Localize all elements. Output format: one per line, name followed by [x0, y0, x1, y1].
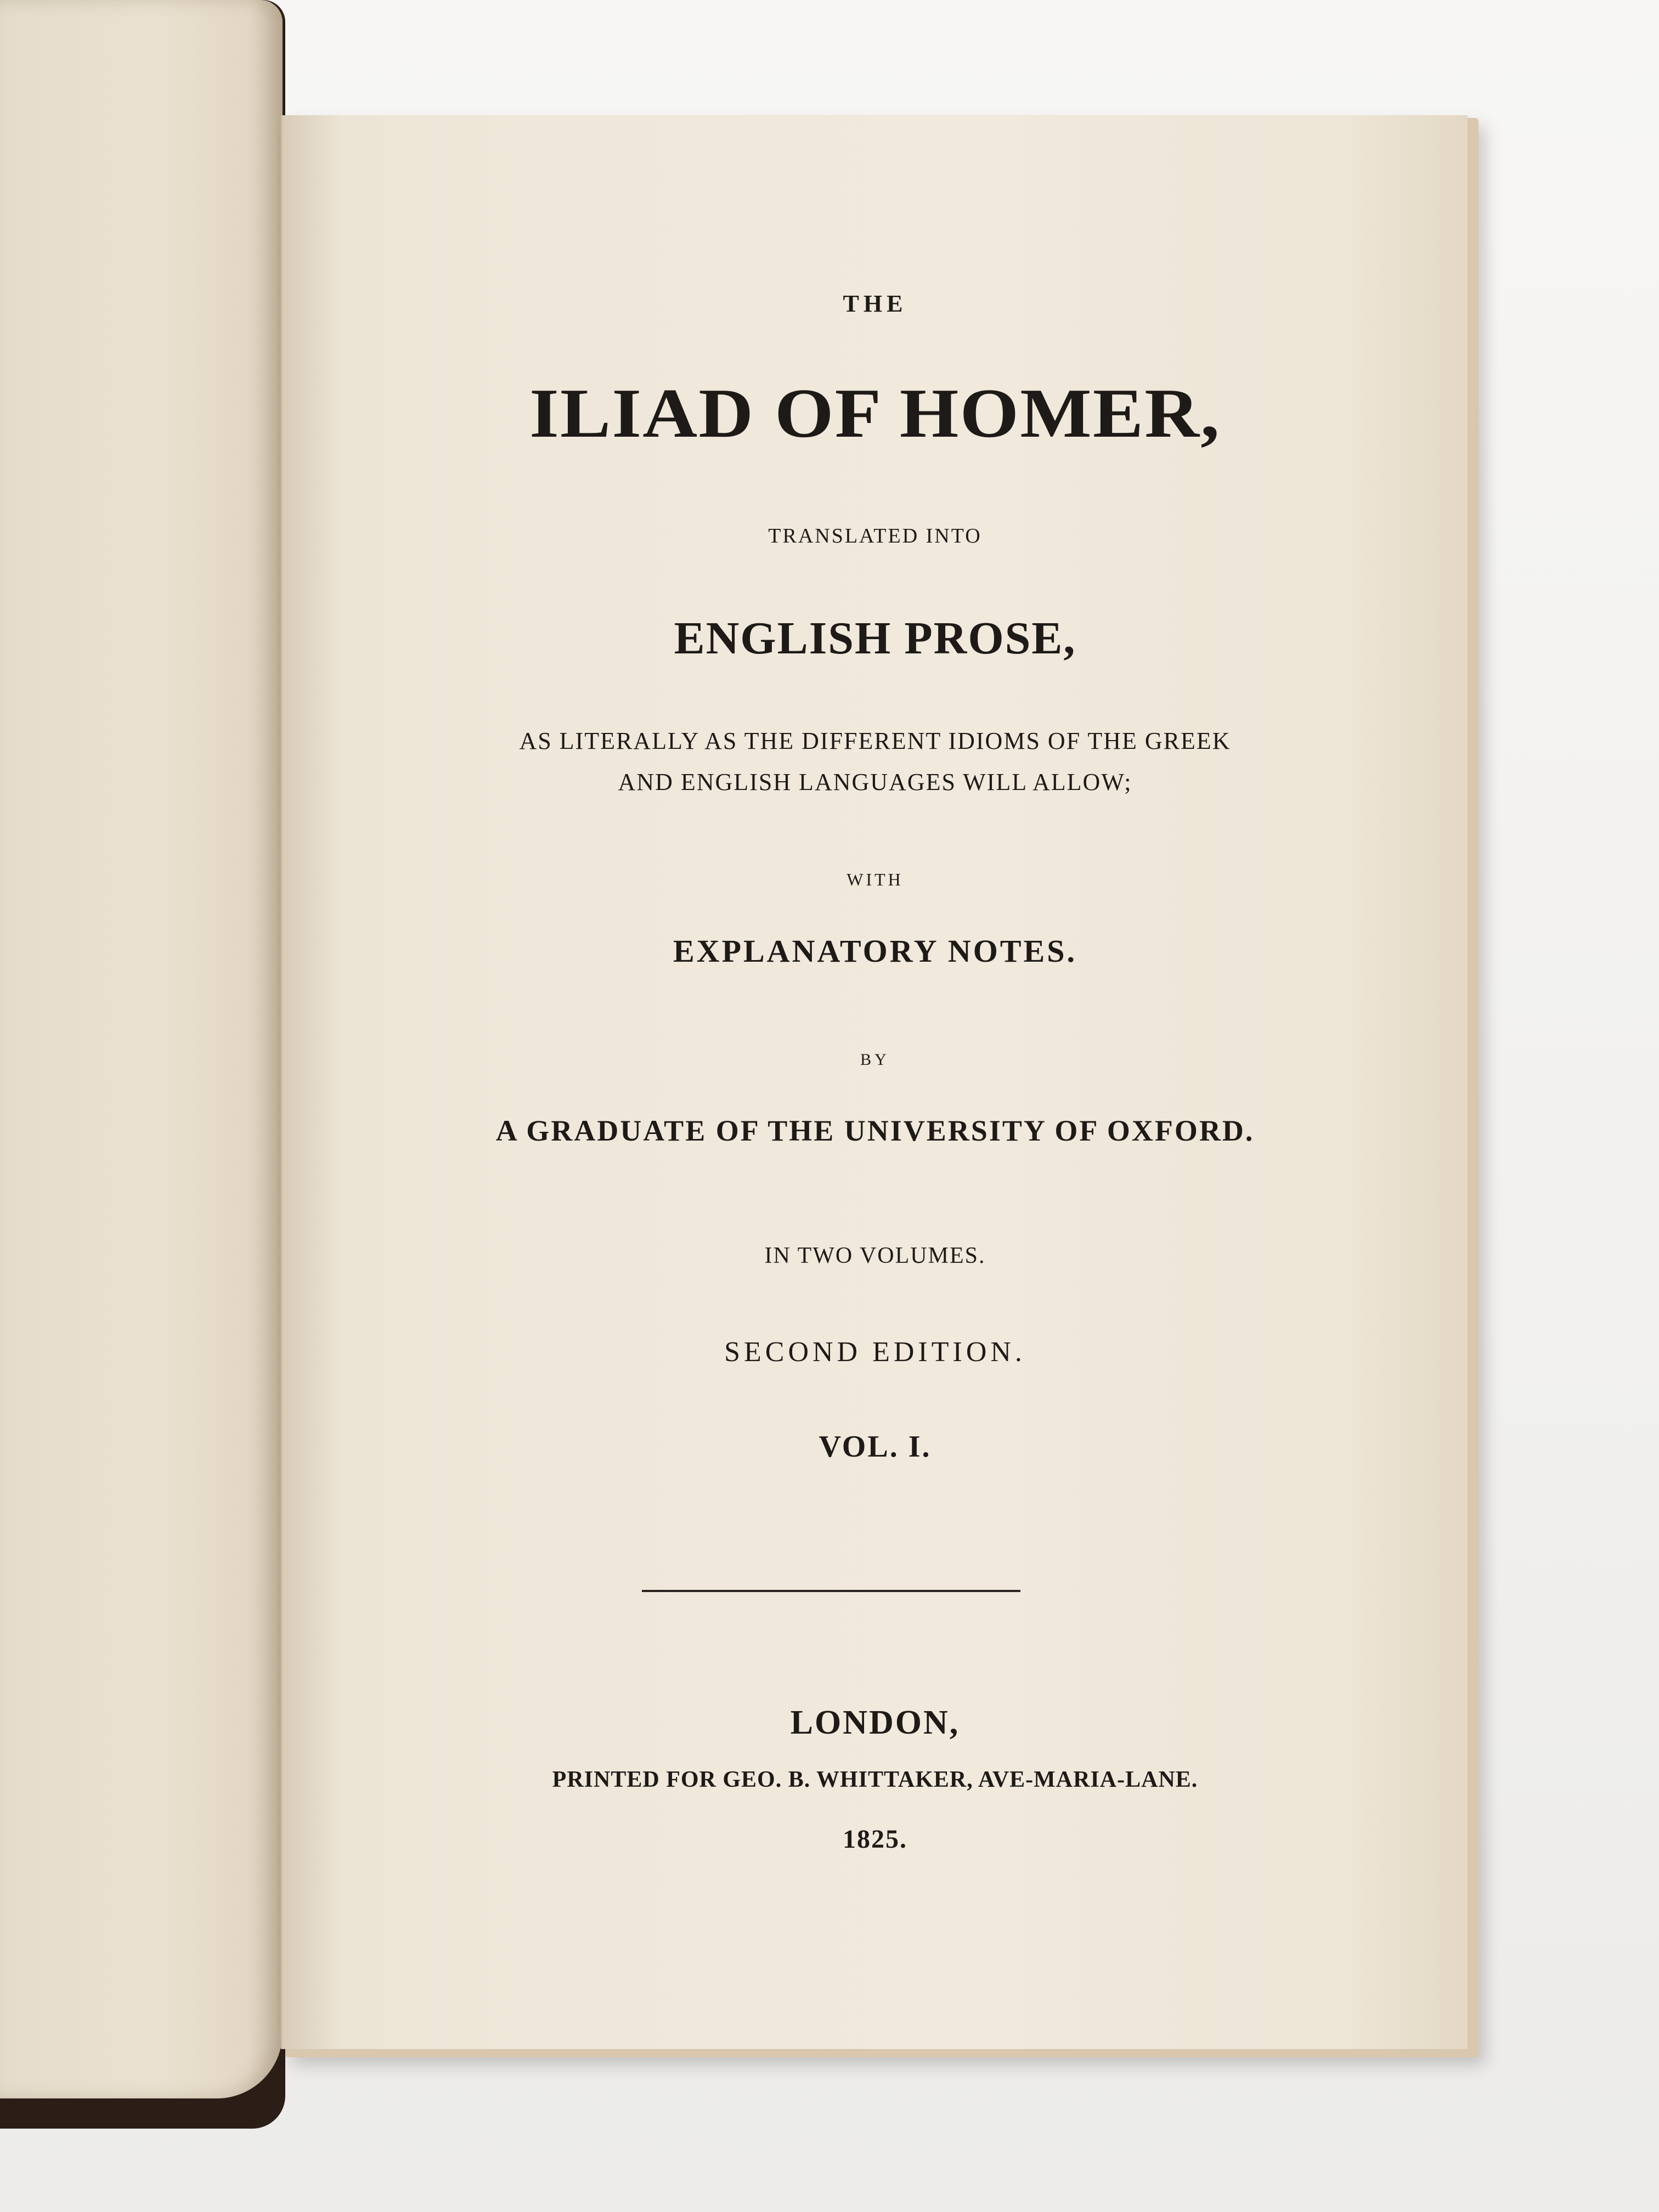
imprint-place: LONDON, — [790, 1704, 960, 1741]
explanatory-notes-heading: EXPLANATORY NOTES. — [673, 933, 1077, 969]
title-article: THE — [843, 290, 907, 317]
divider-rule — [642, 1590, 1020, 1592]
translation-note-line-2: AND ENGLISH LANGUAGES WILL ALLOW; — [618, 769, 1132, 795]
volumes-line: IN TWO VOLUMES. — [764, 1243, 986, 1268]
by-label: BY — [860, 1051, 890, 1069]
volume-number: VOL. I. — [819, 1430, 932, 1464]
with-label: WITH — [847, 870, 904, 889]
title-page — [281, 115, 1468, 2049]
translation-note-line-1: AS LITERALLY AS THE DIFFERENT IDIOMS OF THE GREEK — [519, 727, 1231, 754]
book-title: ILIAD OF HOMER, — [529, 374, 1221, 452]
translated-into-label: TRANSLATED INTO — [768, 524, 982, 548]
edition-line: SECOND EDITION. — [724, 1336, 1026, 1368]
english-prose-heading: ENGLISH PROSE, — [674, 613, 1076, 664]
author-line: A GRADUATE OF THE UNIVERSITY OF OXFORD. — [495, 1114, 1255, 1147]
imprint-year: 1825. — [843, 1825, 907, 1854]
imprint-printer: PRINTED FOR GEO. B. WHITTAKER, AVE-MARIA-LANE. — [552, 1767, 1198, 1792]
left-page — [0, 0, 283, 2098]
